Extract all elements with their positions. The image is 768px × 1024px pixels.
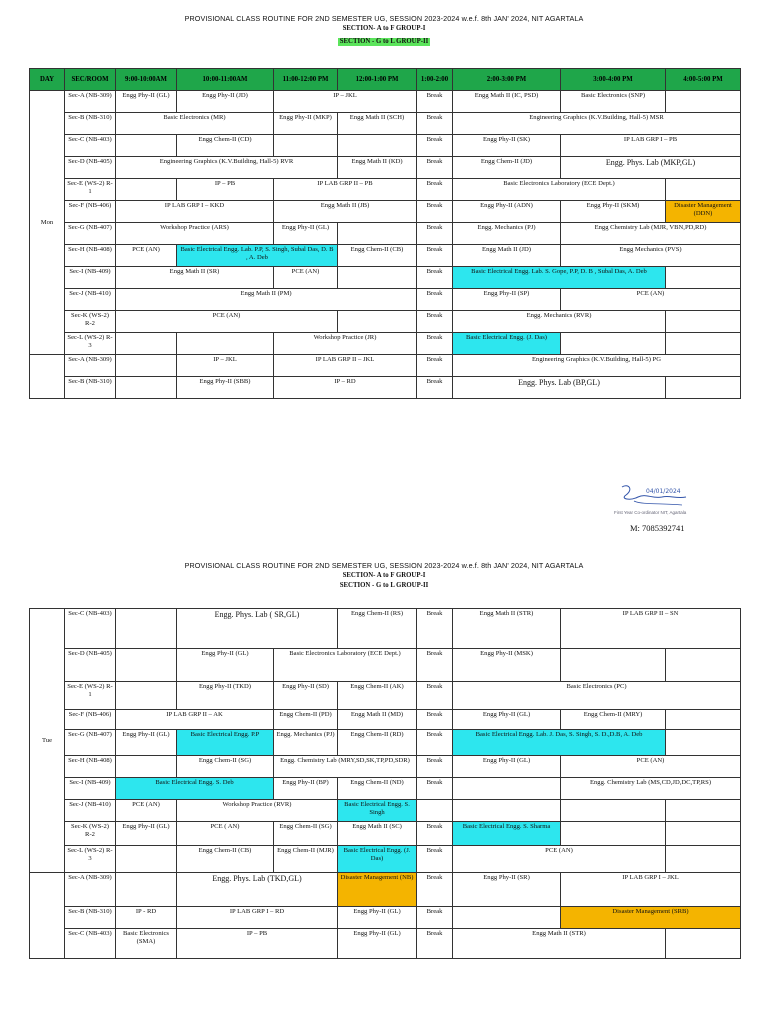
class-cell: PCE (AN) bbox=[116, 245, 177, 267]
section-room: Sec-C (NB-403) bbox=[65, 929, 116, 959]
section-row bbox=[30, 289, 741, 311]
class-cell: PCE (AN) bbox=[116, 800, 177, 822]
class-cell: Engg. Mechanics (PJ) bbox=[453, 223, 561, 245]
class-cell: Basic Electrical Engg. Lab. S. Gope, P.P, D. B , Subal Das, A. Deb bbox=[453, 267, 666, 289]
group-ii-label: SECTION - G to L GROUP-II bbox=[339, 38, 429, 45]
section-row bbox=[30, 267, 741, 289]
class-cell: Engg Chem-II (CB) bbox=[177, 846, 274, 873]
section-row bbox=[30, 223, 741, 245]
section-room: Sec-B (NB-310) bbox=[65, 377, 116, 399]
class-cell bbox=[274, 135, 338, 157]
class-cell: Basic Electrical Engg. S. Sharma bbox=[453, 822, 561, 846]
class-cell: Engg Math II (IC, PSD) bbox=[453, 91, 561, 113]
section-row bbox=[30, 800, 741, 822]
class-cell: PCE ( AN) bbox=[177, 822, 274, 846]
class-cell: Engg Phy-II (MSK) bbox=[453, 649, 561, 682]
section-row bbox=[30, 355, 741, 377]
class-cell: Engg Math II (STR) bbox=[453, 929, 666, 959]
class-cell bbox=[666, 91, 741, 113]
class-cell: IP LAB GRP I – PB bbox=[561, 135, 741, 157]
section-row bbox=[30, 179, 741, 201]
section-room: Sec-L (WS-2) R-3 bbox=[65, 846, 116, 873]
class-cell: Basic Electronics Laboratory (ECE Dept.) bbox=[274, 649, 417, 682]
class-cell: Basic Electronics (PC) bbox=[453, 682, 741, 710]
class-cell: Engg Phy-II (SK) bbox=[453, 135, 561, 157]
section-row bbox=[30, 846, 741, 873]
class-cell: Engg. Phys. Lab ( SR,GL) bbox=[177, 609, 338, 649]
section-row bbox=[30, 113, 741, 135]
class-cell: IP LAB GRP I – KKD bbox=[116, 201, 274, 223]
break-cell: Break bbox=[417, 907, 453, 929]
class-cell: PCE (AN) bbox=[561, 289, 741, 311]
class-cell bbox=[116, 377, 177, 399]
class-cell bbox=[116, 179, 177, 201]
section-room: Sec-H (NB-408) bbox=[65, 245, 116, 267]
section-room: Sec-D (NB-405) bbox=[65, 649, 116, 682]
break-cell: Break bbox=[417, 201, 453, 223]
section-room: Sec-A (NB-309) bbox=[65, 873, 116, 907]
class-cell: IP LAB GRP II – AK bbox=[116, 710, 274, 730]
class-cell: Disaster Management (NB) bbox=[338, 873, 417, 907]
class-cell: Engg. Phys. Lab (BP,GL) bbox=[453, 377, 666, 399]
class-cell bbox=[666, 822, 741, 846]
class-cell bbox=[116, 846, 177, 873]
section-room: Sec-J (NB-410) bbox=[65, 289, 116, 311]
section-row bbox=[30, 822, 741, 846]
class-cell: Engg Math II (SR) bbox=[116, 267, 274, 289]
class-cell: IP LAB GRP II – JKL bbox=[274, 355, 417, 377]
class-cell: Engg. Mechanics (PJ) bbox=[274, 730, 338, 756]
class-cell bbox=[666, 649, 741, 682]
class-cell: Engg Chem-II (SG) bbox=[177, 756, 274, 778]
section-row bbox=[30, 929, 741, 959]
class-cell: Engg Chem-II (JD) bbox=[453, 157, 561, 179]
class-cell bbox=[338, 311, 417, 333]
section-row bbox=[30, 682, 741, 710]
class-cell: IP – JKL bbox=[274, 91, 417, 113]
class-cell bbox=[116, 135, 177, 157]
mobile-number: M: 7085392741 bbox=[630, 523, 685, 533]
class-cell: Engg Phy-II (GL) bbox=[177, 649, 274, 682]
class-cell bbox=[666, 377, 741, 399]
section-room: Sec-C (NB-403) bbox=[65, 609, 116, 649]
break-cell: Break bbox=[417, 822, 453, 846]
column-header: 9:00-10:00AM bbox=[116, 69, 177, 91]
class-cell bbox=[116, 609, 177, 649]
class-cell: Engineering Graphics (K.V.Building, Hall-5) RVR bbox=[116, 157, 338, 179]
class-cell: Engg Phy-II (MKP) bbox=[274, 113, 338, 135]
class-cell bbox=[338, 223, 417, 245]
section-row bbox=[30, 873, 741, 907]
class-cell: Engg Phy-II (SBB) bbox=[177, 377, 274, 399]
class-cell: Workshop Practice (ARS) bbox=[116, 223, 274, 245]
class-cell: PCE (AN) bbox=[116, 311, 338, 333]
group-i-label: SECTION- A to F GROUP-I bbox=[342, 25, 426, 32]
class-cell: Engg Chem-II (MRY) bbox=[561, 710, 666, 730]
routine-title-2: PROVISIONAL CLASS ROUTINE FOR 2ND SEMESTER UG, SESSION 2023-2024 w.e.f. 8th JAN' 2024, NIT AGARTALA bbox=[184, 561, 584, 570]
break-cell: Break bbox=[417, 245, 453, 267]
section-room: Sec-K (WS-2) R-2 bbox=[65, 311, 116, 333]
class-cell: Engg Chem-II (RD) bbox=[338, 730, 417, 756]
class-cell: Engg Phy-II (GL) bbox=[338, 907, 417, 929]
class-cell bbox=[417, 800, 453, 822]
section-room: Sec-I (NB-409) bbox=[65, 267, 116, 289]
section-row bbox=[30, 756, 741, 778]
class-cell bbox=[116, 682, 177, 710]
class-cell: Engg. Mechanics (RVR) bbox=[453, 311, 666, 333]
class-cell: Basic Electronics Laboratory (ECE Dept.) bbox=[453, 179, 666, 201]
column-header: 1:00-2:00 bbox=[417, 69, 453, 91]
class-cell: Engg Math II (JD) bbox=[453, 245, 561, 267]
class-cell: Engg Phy-II (SP) bbox=[453, 289, 561, 311]
class-cell: PCE (AN) bbox=[274, 267, 338, 289]
class-cell: IP – RD bbox=[274, 377, 417, 399]
class-cell: Engg Math II (KD) bbox=[338, 157, 417, 179]
section-room: Sec-E (WS-2) R-1 bbox=[65, 682, 116, 710]
class-cell bbox=[666, 179, 741, 201]
section-room: Sec-F (NB-406) bbox=[65, 710, 116, 730]
class-cell: IP – PB bbox=[177, 929, 338, 959]
class-cell: Engg Chem-II (ND) bbox=[338, 778, 417, 800]
break-cell: Break bbox=[417, 223, 453, 245]
section-room: Sec-J (NB-410) bbox=[65, 800, 116, 822]
class-cell bbox=[116, 873, 177, 907]
class-cell bbox=[338, 135, 417, 157]
class-cell: Engg. Chemistry Lab (MS,CD,JD,DC,TP,RS) bbox=[561, 778, 741, 800]
section-room: Sec-B (NB-310) bbox=[65, 113, 116, 135]
section-room: Sec-H (NB-408) bbox=[65, 756, 116, 778]
section-row bbox=[30, 907, 741, 929]
class-cell: Engg Chem-II (RS) bbox=[338, 609, 417, 649]
class-cell: IP – PB bbox=[177, 179, 274, 201]
break-cell: Break bbox=[417, 649, 453, 682]
section-row bbox=[30, 730, 741, 756]
class-cell: Engg Math II (MD) bbox=[338, 710, 417, 730]
coordinator-signature bbox=[612, 483, 702, 519]
break-cell: Break bbox=[417, 846, 453, 873]
class-cell: Engg Chem-II (PD) bbox=[274, 710, 338, 730]
class-cell: Disaster Management (DDN) bbox=[666, 201, 741, 223]
column-header: 4:00-5:00 PM bbox=[666, 69, 741, 91]
class-cell: Engg Phy-II (GL) bbox=[338, 929, 417, 959]
class-cell: Basic Electrical Engg. P.P bbox=[177, 730, 274, 756]
section-room: Sec-G (NB-407) bbox=[65, 223, 116, 245]
class-cell: Engineering Graphics (K.V.Building, Hall-5) MSR bbox=[453, 113, 741, 135]
class-cell: IP LAB GRP I – RD bbox=[177, 907, 338, 929]
class-cell: IP – JKL bbox=[177, 355, 274, 377]
section-row bbox=[30, 311, 741, 333]
class-cell: Engg Phy-II (SKM) bbox=[561, 201, 666, 223]
class-cell bbox=[666, 800, 741, 822]
break-cell: Break bbox=[417, 157, 453, 179]
column-header: 12:00-1:00 PM bbox=[338, 69, 417, 91]
class-cell: Workshop Practice (JR) bbox=[274, 333, 417, 355]
class-cell: Engg Math II (JB) bbox=[274, 201, 417, 223]
class-cell: Workshop Practice (RVR) bbox=[177, 800, 338, 822]
section-row bbox=[30, 201, 741, 223]
section-room: Sec-L (WS-2) R-3 bbox=[65, 333, 116, 355]
column-header: DAY bbox=[30, 69, 65, 91]
class-cell: IP LAB GRP I – JKL bbox=[561, 873, 741, 907]
class-cell: Engg Math II (SC) bbox=[338, 822, 417, 846]
class-cell bbox=[666, 730, 741, 756]
class-cell bbox=[453, 800, 561, 822]
class-cell bbox=[453, 778, 561, 800]
class-cell: Engg Math II (SCH) bbox=[338, 113, 417, 135]
column-header: 2:00-3:00 PM bbox=[453, 69, 561, 91]
break-cell: Break bbox=[417, 682, 453, 710]
class-cell: Basic Electrical Engg. (J. Das) bbox=[338, 846, 417, 873]
break-cell: Break bbox=[417, 756, 453, 778]
section-room: Sec-G (NB-407) bbox=[65, 730, 116, 756]
class-cell: Engg Phy-II (TKD) bbox=[177, 682, 274, 710]
class-cell bbox=[561, 649, 666, 682]
class-cell: Basic Electrical Engg. S. Deb bbox=[116, 778, 274, 800]
class-cell: Engg Phy-II (JD) bbox=[177, 91, 274, 113]
class-cell: Basic Electronics (SNP) bbox=[561, 91, 666, 113]
routine-header-1 bbox=[0, 14, 768, 46]
class-cell bbox=[666, 929, 741, 959]
break-cell: Break bbox=[417, 710, 453, 730]
break-cell: Break bbox=[417, 179, 453, 201]
section-room: Sec-A (NB-309) bbox=[65, 91, 116, 113]
class-cell: Engg Phy-II (GL) bbox=[274, 223, 338, 245]
break-cell: Break bbox=[417, 135, 453, 157]
class-cell: Engg Phy-II (GL) bbox=[116, 91, 177, 113]
column-header: 11:00-12:00 PM bbox=[274, 69, 338, 91]
section-room: Sec-D (NB-405) bbox=[65, 157, 116, 179]
section-row bbox=[30, 333, 741, 355]
column-header: 10:00-11:00AM bbox=[177, 69, 274, 91]
section-row bbox=[30, 609, 741, 649]
class-cell bbox=[561, 822, 666, 846]
class-cell: Basic Electronics (SMA) bbox=[116, 929, 177, 959]
class-cell bbox=[177, 333, 274, 355]
section-room: Sec-A (NB-309) bbox=[65, 355, 116, 377]
section-room: Sec-K (WS-2) R-2 bbox=[65, 822, 116, 846]
class-cell: Basic Electrical Engg. Lab. P.P, S. Singh, Subal Das, D. B , A. Deb bbox=[177, 245, 338, 267]
class-cell: IP - RD bbox=[116, 907, 177, 929]
class-cell bbox=[561, 333, 666, 355]
break-cell: Break bbox=[417, 91, 453, 113]
class-cell: Engg. Phys. Lab (TKD,GL) bbox=[177, 873, 338, 907]
break-cell: Break bbox=[417, 873, 453, 907]
monday-routine-table bbox=[29, 68, 741, 399]
class-cell bbox=[666, 267, 741, 289]
section-row bbox=[30, 778, 741, 800]
column-header: 3:00-4:00 PM bbox=[561, 69, 666, 91]
section-row bbox=[30, 135, 741, 157]
section-row bbox=[30, 91, 741, 113]
class-cell: IP LAB GRP II – SN bbox=[561, 609, 741, 649]
class-cell: Engg. Phys. Lab (MKP,GL) bbox=[561, 157, 741, 179]
break-cell: Break bbox=[417, 113, 453, 135]
section-row bbox=[30, 649, 741, 682]
class-cell: Engg Chem-II (AK) bbox=[338, 682, 417, 710]
class-cell: Engg Chemistry Lab (MJR, VBN,PD,RD) bbox=[561, 223, 741, 245]
class-cell: Engg Chem-II (MJR) bbox=[274, 846, 338, 873]
day-label: Tue bbox=[30, 609, 65, 873]
section-room: Sec-C (NB-403) bbox=[65, 135, 116, 157]
class-cell: Engg Chem-II (CB) bbox=[338, 245, 417, 267]
class-cell: Basic Electrical Engg. S. Singh bbox=[338, 800, 417, 822]
break-cell: Break bbox=[417, 929, 453, 959]
class-cell bbox=[116, 756, 177, 778]
class-cell bbox=[116, 333, 177, 355]
break-cell: Break bbox=[417, 289, 453, 311]
day-label: Mon bbox=[30, 91, 65, 355]
class-cell bbox=[666, 846, 741, 873]
break-cell: Break bbox=[417, 377, 453, 399]
class-cell bbox=[453, 907, 561, 929]
class-cell bbox=[561, 800, 666, 822]
class-cell: Engg. Chemistry Lab (MRY,SD,SK,TP,PD,SDR) bbox=[274, 756, 417, 778]
class-cell: Engg Phy-II (BP) bbox=[274, 778, 338, 800]
class-cell: Engg Mechanics (PVS) bbox=[561, 245, 741, 267]
class-cell: IP LAB GRP II – PB bbox=[274, 179, 417, 201]
section-room: Sec-B (NB-310) bbox=[65, 907, 116, 929]
class-cell bbox=[666, 311, 741, 333]
class-cell bbox=[666, 333, 741, 355]
break-cell: Break bbox=[417, 333, 453, 355]
column-header: SEC/ROOM bbox=[65, 69, 116, 91]
break-cell: Break bbox=[417, 730, 453, 756]
group-i-label-2: SECTION- A to F GROUP-I bbox=[342, 572, 426, 579]
day-cell bbox=[30, 355, 65, 399]
section-row bbox=[30, 377, 741, 399]
break-cell: Break bbox=[417, 355, 453, 377]
class-cell: Engineering Graphics (K.V.Building, Hall-5) PG bbox=[453, 355, 741, 377]
class-cell bbox=[338, 267, 417, 289]
section-row bbox=[30, 157, 741, 179]
class-cell: Engg Math II (PM) bbox=[116, 289, 417, 311]
class-cell: Engg Phy-II (GL) bbox=[116, 822, 177, 846]
tuesday-routine-table bbox=[29, 608, 741, 959]
svg-text:04/01/2024: 04/01/2024 bbox=[646, 488, 681, 495]
class-cell: Engg Phy-II (GL) bbox=[453, 756, 561, 778]
section-room: Sec-F (NB-406) bbox=[65, 201, 116, 223]
break-cell: Break bbox=[417, 311, 453, 333]
section-room: Sec-E (WS-2) R-1 bbox=[65, 179, 116, 201]
break-cell: Break bbox=[417, 778, 453, 800]
class-cell: Engg Phy-II (SD) bbox=[274, 682, 338, 710]
signature-stamp-icon bbox=[612, 483, 702, 511]
class-cell: Engg Phy-II (SR) bbox=[453, 873, 561, 907]
section-room: Sec-I (NB-409) bbox=[65, 778, 116, 800]
routine-title: PROVISIONAL CLASS ROUTINE FOR 2ND SEMESTER UG, SESSION 2023-2024 w.e.f. 8th JAN' 2024, NIT AGARTALA bbox=[184, 14, 584, 23]
class-cell bbox=[666, 710, 741, 730]
class-cell: Engg Chem-II (SG) bbox=[274, 822, 338, 846]
day-cell bbox=[30, 873, 65, 959]
class-cell: PCE (AN) bbox=[561, 756, 741, 778]
class-cell: Basic Electronics (MR) bbox=[116, 113, 274, 135]
group-ii-label-2: SECTION - G to L GROUP-II bbox=[339, 582, 429, 589]
class-cell: Engg Phy-II (GL) bbox=[453, 710, 561, 730]
class-cell: Basic Electrical Engg. (J. Das) bbox=[453, 333, 561, 355]
class-cell: Engg Phy-II (ADN) bbox=[453, 201, 561, 223]
class-cell: Engg Phy-II (GL) bbox=[116, 730, 177, 756]
section-row bbox=[30, 245, 741, 267]
routine-header-2 bbox=[0, 561, 768, 591]
section-row bbox=[30, 710, 741, 730]
class-cell: PCE (AN) bbox=[453, 846, 666, 873]
time-header-row bbox=[30, 69, 741, 91]
class-cell: Basic Electrical Engg. Lab. J. Das, S. Singh, S. D.,D.B, A. Deb bbox=[453, 730, 666, 756]
class-cell: Engg Chem-II (CD) bbox=[177, 135, 274, 157]
class-cell: Disaster Management (SRB) bbox=[561, 907, 741, 929]
break-cell: Break bbox=[417, 609, 453, 649]
break-cell: Break bbox=[417, 267, 453, 289]
class-cell bbox=[116, 355, 177, 377]
class-cell bbox=[116, 649, 177, 682]
class-cell: Engg Math II (STR) bbox=[453, 609, 561, 649]
signature-caption: First Year Co-ordinator NIT, Agartala bbox=[614, 510, 687, 515]
